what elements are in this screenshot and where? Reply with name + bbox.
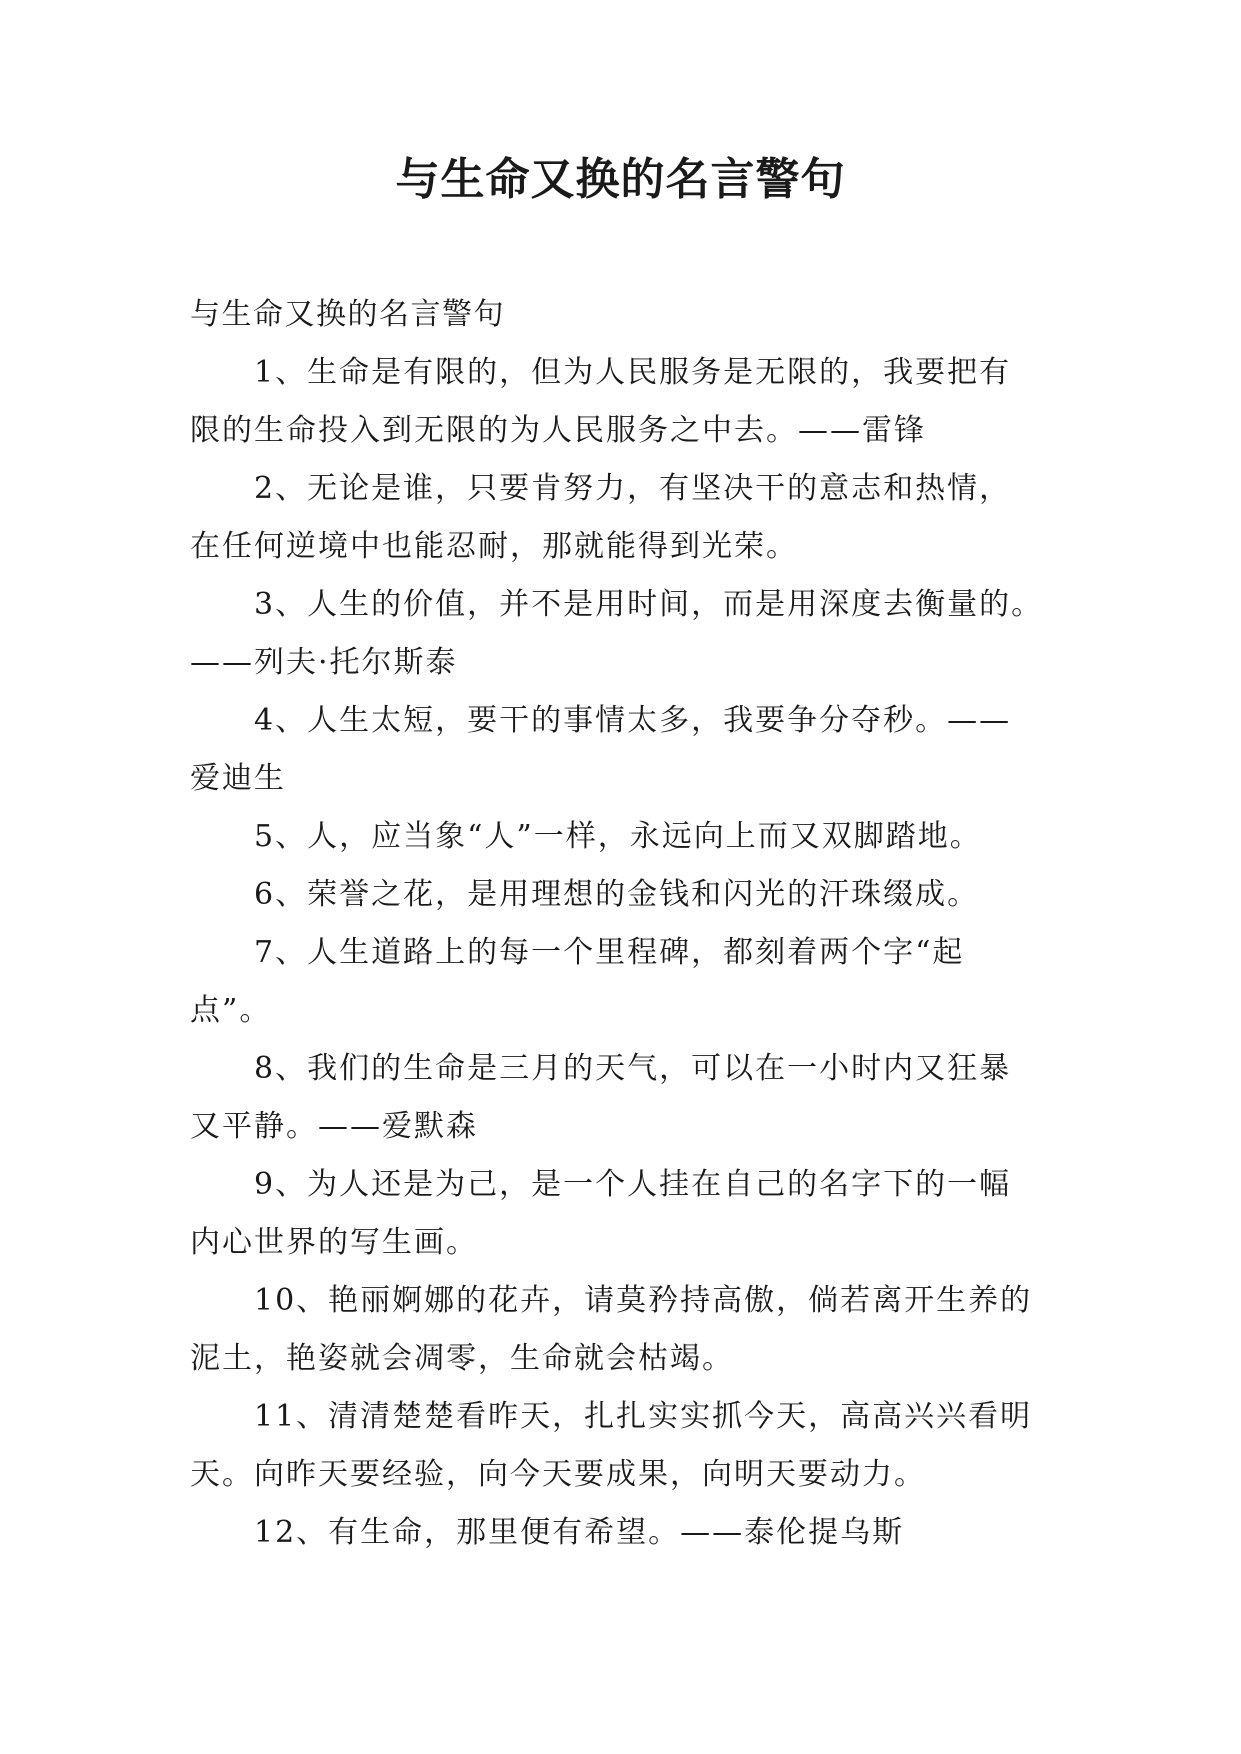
quote-line: 3、人生的价值，并不是用时间，而是用深度去衡量的。 xyxy=(254,587,1044,622)
quote-line: 4、人生太短，要干的事情太多，我要争分夺秒。—— xyxy=(254,703,1012,738)
quote-line: 1、生命是有限的，但为人民服务是无限的，我要把有 xyxy=(254,355,1012,390)
quote-line: 爱迪生 xyxy=(190,761,286,796)
quote-line: 11、清清楚楚看昨天，扎扎实实抓今天，高高兴兴看明 xyxy=(254,1399,1033,1434)
quote-line: 8、我们的生命是三月的天气，可以在一小时内又狂暴 xyxy=(254,1051,1012,1086)
quote-line: 9、为人还是为己，是一个人挂在自己的名字下的一幅 xyxy=(254,1167,1012,1202)
quote-line: 12、有生命，那里便有希望。——泰伦提乌斯 xyxy=(254,1515,905,1550)
quote-line: ——列夫·托尔斯泰 xyxy=(190,645,458,680)
quote-line: 2、无论是谁，只要肯努力，有坚决干的意志和热情， xyxy=(254,471,1012,506)
quote-line: 泥土，艳姿就会凋零，生命就会枯竭。 xyxy=(190,1341,734,1376)
quote-line: 6、荣誉之花，是用理想的金钱和闪光的汗珠缀成。 xyxy=(254,877,980,912)
quote-line: 在任何逆境中也能忍耐，那就能得到光荣。 xyxy=(190,529,798,564)
document-title: 与生命又换的名言警句 xyxy=(395,154,846,205)
quote-line: 又平静。——爱默森 xyxy=(190,1109,478,1144)
quote-line: 天。向昨天要经验，向今天要成果，向明天要动力。 xyxy=(190,1457,926,1492)
quote-line: 7、人生道路上的每一个里程碑，都刻着两个字“起 xyxy=(254,935,965,970)
quote-line: 限的生命投入到无限的为人民服务之中去。——雷锋 xyxy=(190,413,926,448)
quote-line: 10、艳丽婀娜的花卉，请莫矜持高傲，倘若离开生养的 xyxy=(254,1283,1033,1318)
quote-line: 5、人，应当象“人”一样，永远向上而又双脚踏地。 xyxy=(254,819,982,854)
document-subtitle: 与生命又换的名言警句 xyxy=(190,297,505,332)
quote-line: 内心世界的写生画。 xyxy=(190,1225,478,1260)
document-body xyxy=(190,286,1050,1562)
quote-line: 点”。 xyxy=(190,993,272,1028)
